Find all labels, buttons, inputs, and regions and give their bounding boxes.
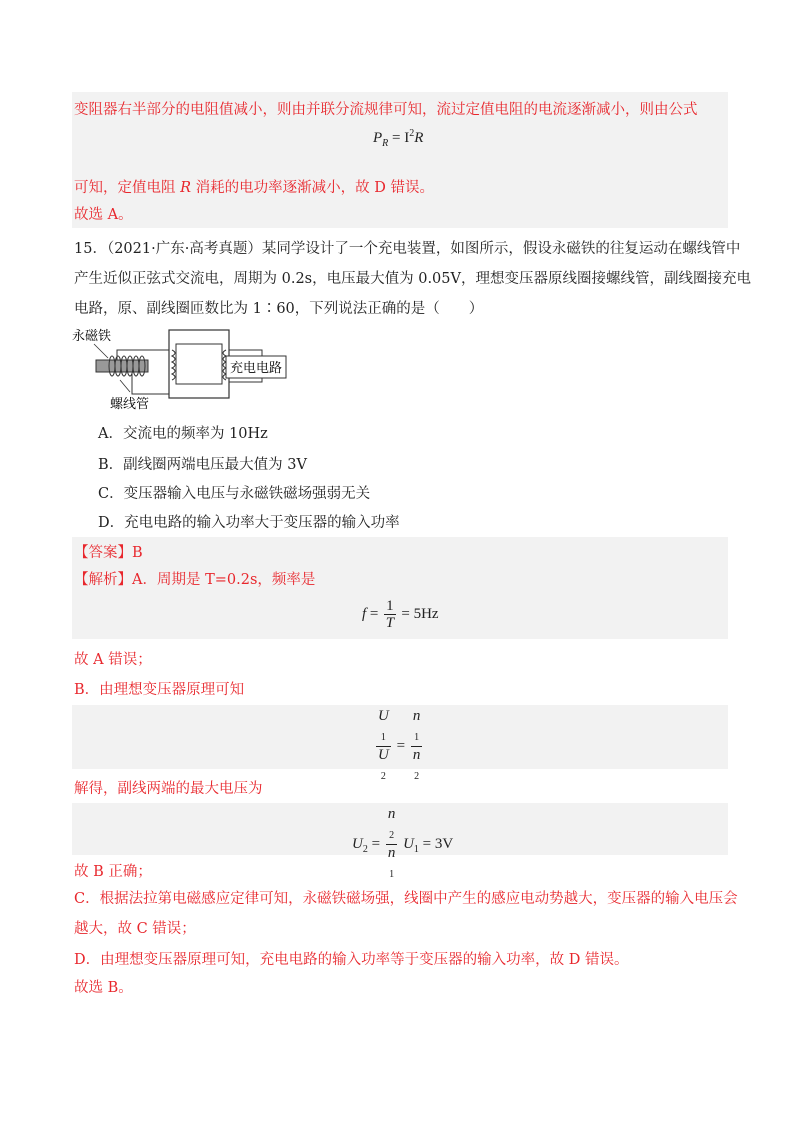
question-line-2: 产生近似正弦式交流电，周期为 0.2s，电压最大值为 0.05V，理想变压器原线圈接螺线管，副线圈接充电 bbox=[74, 271, 751, 287]
power-formula: $P_R = I^2R$ bbox=[373, 128, 424, 149]
answer-label: 【答案】B bbox=[74, 545, 143, 561]
prev-line-1: 变阻器右半部分的电阻值减小，则由并联分流规律可知，流过定值电阻的电流逐渐减小，则由公式 bbox=[74, 102, 698, 118]
option-a: A．交流电的频率为 10Hz bbox=[98, 426, 268, 442]
option-c: C．变压器输入电压与永磁铁磁场强弱无关 bbox=[98, 486, 371, 502]
a-wrong: 故 A 错误； bbox=[74, 652, 152, 668]
prev-final: 故选 A。 bbox=[74, 207, 133, 223]
question-line-1: 15．（2021·广东·高考真题）某同学设计了一个充电装置，如图所示，假设永磁铁的往复运动在螺线管中 bbox=[74, 241, 741, 257]
question-line-3: 电路，原、副线圈匝数比为 1∶60，下列说法正确的是（ ） bbox=[74, 301, 484, 317]
option-b: B．副线圈两端电压最大值为 3V bbox=[98, 457, 307, 473]
question-number: 15． bbox=[74, 241, 107, 257]
analysis-label: 【解析】 bbox=[74, 572, 132, 588]
b-intro: B．由理想变压器原理可知 bbox=[74, 682, 245, 698]
option-d: D．充电电路的输入功率大于变压器的输入功率 bbox=[98, 515, 400, 531]
analysis-line-a: 【解析】A．周期是 T=0.2s，频率是 bbox=[74, 572, 316, 588]
charging-device-figure bbox=[72, 324, 302, 420]
frequency-formula: f = $\frac{1}{T}$ = 5Hz bbox=[362, 598, 439, 631]
b-right: 故 B 正确； bbox=[74, 864, 152, 880]
transformer-diagram bbox=[72, 324, 302, 420]
c-line-1: C．根据法拉第电磁感应定律可知，永磁铁磁场强，线圈中产生的感应电动势越大，变压器的输入电压会 bbox=[74, 891, 738, 907]
label-magnet: 永磁铁 bbox=[72, 329, 112, 344]
c-line-2: 越大，故 C 错误； bbox=[74, 921, 196, 937]
transformer-ratio-formula: U $_1$ U $_2$ = n $_1$ n $_2$ bbox=[378, 708, 421, 782]
label-charging-circuit: 充电电路 bbox=[230, 361, 283, 376]
label-solenoid: 螺线管 bbox=[110, 397, 150, 412]
d-line: D．由理想变压器原理可知，充电电路的输入功率等于变压器的输入功率，故 D 错误。 bbox=[74, 952, 629, 968]
u2-formula: $U_2$ = n $_2$ n $_1$ $U_1 = 3V$ bbox=[352, 806, 454, 880]
final-answer: 故选 B。 bbox=[74, 980, 133, 996]
b-solve: 解得，副线两端的最大电压为 bbox=[74, 781, 263, 797]
prev-line-2: 可知，定值电阻 R 消耗的电功率逐渐减小，故 D 错误。 bbox=[74, 180, 434, 196]
